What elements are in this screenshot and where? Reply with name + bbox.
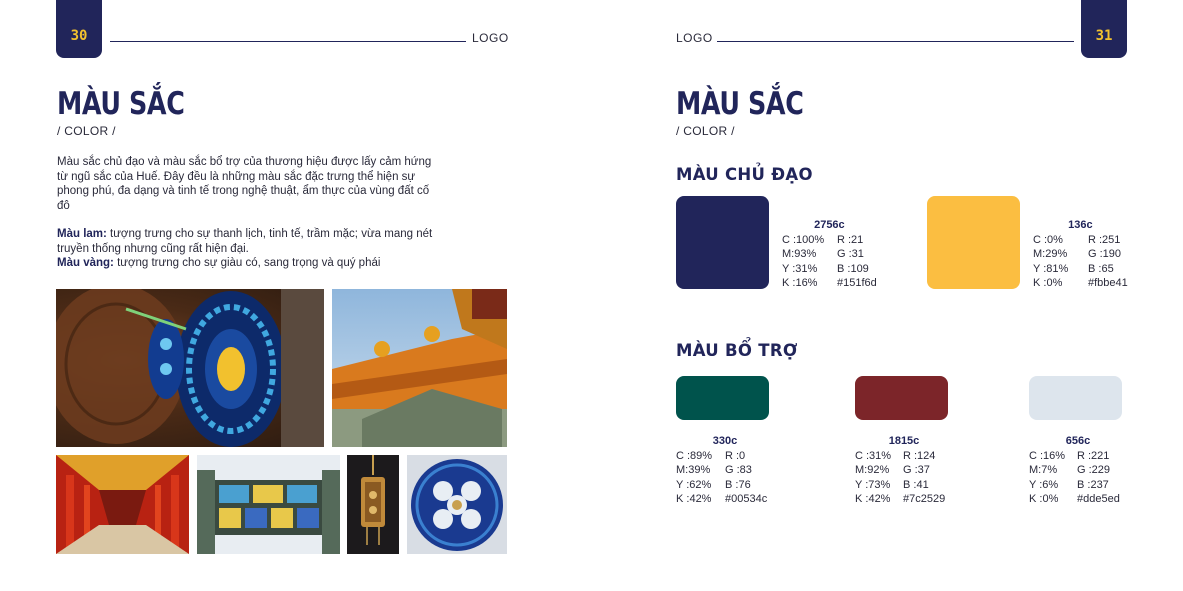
temple-roof-photo — [332, 289, 507, 447]
rgb-g: G :83 — [725, 464, 752, 477]
cmyk-c: C :16% — [1029, 450, 1066, 462]
yellow-label: Màu vàng: — [57, 257, 114, 270]
cmyk-k: K :0% — [1033, 277, 1063, 290]
color-spec-330c — [676, 435, 774, 507]
hex-value: #7c2529 — [903, 493, 946, 506]
cmyk-k: K :16% — [782, 277, 818, 290]
cmyk-k: K :42% — [855, 493, 891, 506]
hex-value: #fbbe41 — [1088, 277, 1128, 290]
rgb-r: R :251 — [1088, 234, 1121, 246]
color-swatch-2756c — [676, 196, 769, 289]
color-swatch-330c — [676, 376, 769, 420]
cmyk-m: M:39% — [676, 464, 711, 477]
rgb-g: G :190 — [1088, 248, 1122, 261]
color-spec-656c — [1029, 435, 1127, 507]
page-title-right: MÀU SẮC — [676, 86, 804, 122]
header-rule-right — [717, 41, 1074, 42]
color-spec-2756c — [782, 219, 877, 291]
page-number-tab: 30 — [56, 0, 102, 58]
color-code: 330c — [712, 435, 738, 447]
blue-description — [57, 227, 443, 271]
page-number-tab-right: 31 — [1081, 0, 1127, 58]
color-code: 136c — [1068, 219, 1093, 231]
cmyk-y: Y :62% — [676, 478, 712, 491]
color-code: 2756c — [814, 219, 845, 231]
cmyk-y: Y :31% — [782, 262, 818, 275]
primary-colors-title: MÀU CHỦ ĐẠO — [676, 165, 813, 184]
rgb-b: B :237 — [1077, 478, 1109, 491]
cmyk-m: M:92% — [855, 464, 890, 477]
blue-label: Màu lam: — [57, 228, 107, 240]
color-swatch-656c — [1029, 376, 1122, 420]
cmyk-k: K :0% — [1029, 493, 1059, 506]
porcelain-plate-photo — [407, 455, 507, 554]
rgb-b: B :109 — [837, 262, 869, 275]
color-spec-136c — [1033, 219, 1128, 291]
color-code: 1815c — [888, 435, 920, 447]
rgb-g: G :31 — [837, 248, 864, 261]
cmyk-c: C :89% — [676, 450, 713, 462]
page-subtitle: / COLOR / — [57, 124, 116, 138]
cmyk-c: C :31% — [855, 450, 892, 462]
header-rule — [110, 41, 466, 42]
rgb-g: G :37 — [903, 464, 930, 477]
hex-value: #dde5ed — [1077, 493, 1120, 506]
cmyk-c: C :0% — [1033, 234, 1063, 246]
color-swatch-136c — [927, 196, 1020, 289]
enamel-craft-photo — [56, 289, 324, 447]
color-swatch-1815c — [855, 376, 948, 420]
gold-pendant-photo — [347, 455, 399, 554]
header-label-right: LOGO — [676, 31, 713, 45]
color-spec-1815c — [855, 435, 953, 507]
rgb-r: R :0 — [725, 450, 746, 462]
cmyk-m: M:29% — [1033, 248, 1068, 261]
cmyk-m: M:7% — [1029, 464, 1058, 477]
rgb-b: B :41 — [903, 478, 929, 491]
hex-value: #00534c — [725, 493, 768, 506]
cmyk-m: M:93% — [782, 248, 817, 261]
page-subtitle-right: / COLOR / — [676, 124, 735, 138]
rgb-b: B :65 — [1088, 262, 1114, 275]
cmyk-y: Y :73% — [855, 478, 891, 491]
blue-text: tượng trưng cho sự thanh lịch, tinh tế, trầm mặc; vừa mang nét truyền thống nhưng cũng rất hiện đại. — [57, 228, 433, 255]
cmyk-y: Y :81% — [1033, 262, 1069, 275]
hex-value: #151f6d — [837, 277, 877, 290]
rgb-r: R :221 — [1077, 450, 1110, 462]
rgb-g: G :229 — [1077, 464, 1111, 477]
ceramic-gate-photo — [197, 455, 340, 554]
cmyk-k: K :42% — [676, 493, 712, 506]
cmyk-y: Y :6% — [1029, 478, 1059, 491]
red-corridor-photo — [56, 455, 189, 554]
color-code: 656c — [1065, 435, 1091, 447]
rgb-r: R :21 — [837, 234, 864, 246]
yellow-text: tượng trưng cho sự giàu có, sang trọng và quý phái — [113, 257, 381, 270]
secondary-colors-title: MÀU BỔ TRỢ — [676, 341, 798, 360]
rgb-r: R :124 — [903, 450, 936, 462]
intro-paragraph: Màu sắc chủ đạo và màu sắc bổ trợ của thương hiệu được lấy cảm hứng từ ngũ sắc của Huế. Đây đều là những màu sắc đặc trưng thể hiện sự phong phú, đa dạng và tinh tế trong nghệ thuật, ẩm thực của vùng đất cố đô — [57, 156, 432, 212]
cmyk-c: C :100% — [782, 234, 825, 246]
header-label: LOGO — [472, 31, 509, 45]
rgb-b: B :76 — [725, 478, 751, 491]
page-title: MÀU SẮC — [57, 86, 185, 122]
